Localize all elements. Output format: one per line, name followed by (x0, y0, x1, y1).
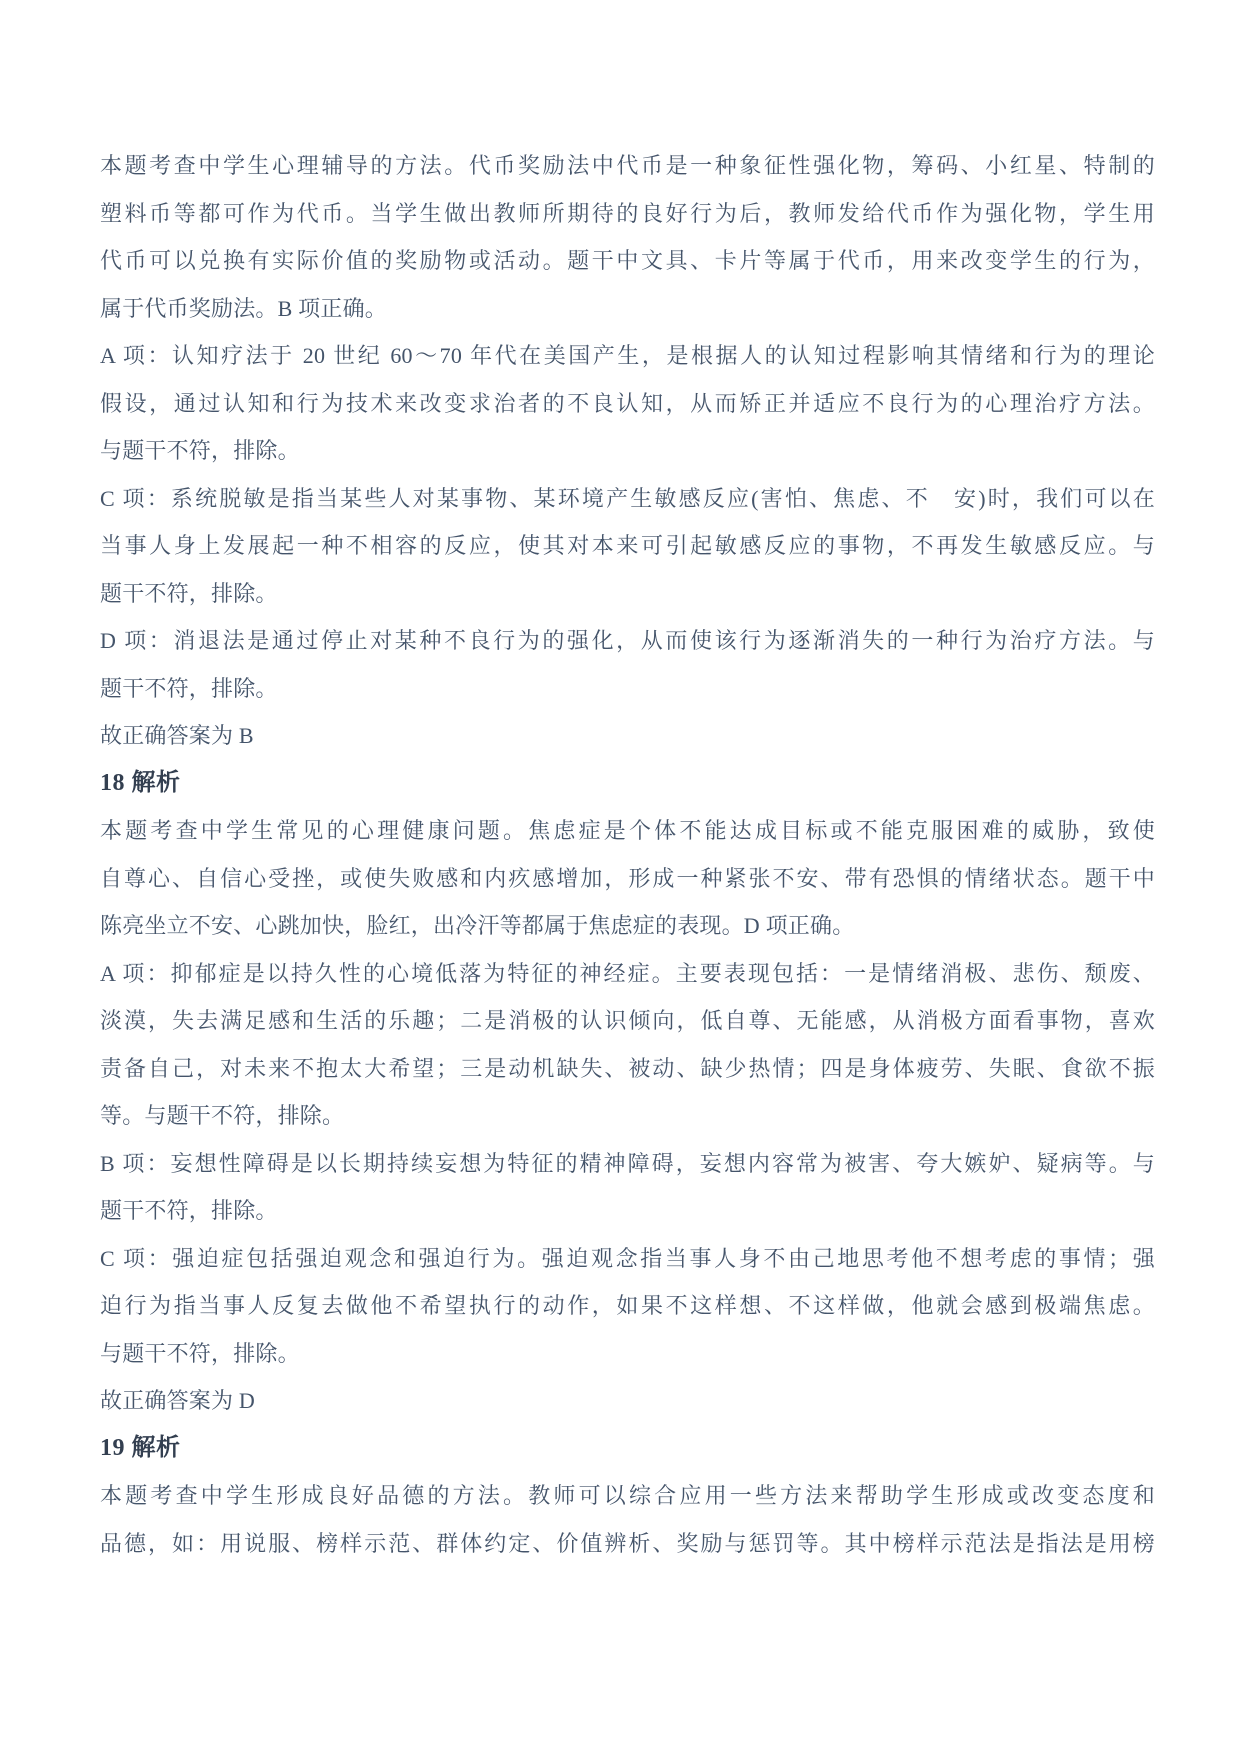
text-line: 与题干不符，排除。 (100, 438, 300, 463)
text-line: 责备自己，对未来不抱太大希望；三是动机缺失、被动、缺少热情；四是身体疲劳、失眠、食欲不振 (100, 1055, 1155, 1081)
text-line: 题干不符，排除。 (100, 1198, 278, 1223)
text-line: 本题考查中学生心理辅导的方法。代币奖励法中代币是一种象征性强化物，筹码、小红星、特制的 (100, 153, 1155, 178)
text-line: 品德，如：用说服、榜样示范、群体约定、价值辨析、奖励与惩罚等。其中榜样示范法是指法是用榜 (100, 1530, 1155, 1556)
text-line: C 项：强迫症包括强迫观念和强迫行为。强迫观念指当事人身不由己地思考他不想考虑的事情；强 (100, 1245, 1155, 1271)
text-line: 题干不符，排除。 (100, 580, 278, 606)
text-line: 代币可以兑换有实际价值的奖励物或活动。题干中文具、卡片等属于代币，用来改变学生的行为， (100, 248, 1155, 273)
text-line: 塑料币等都可作为代币。当学生做出教师所期待的良好行为后，教师发给代币作为强化物，学生用 (100, 200, 1155, 226)
text-line: 本题考查中学生形成良好品德的方法。教师可以综合应用一些方法来帮助学生形成或改变态度和 (100, 1483, 1155, 1508)
text-line: 迫行为指当事人反复去做他不希望执行的动作，如果不这样想、不这样做，他就会感到极端焦虑。 (100, 1293, 1155, 1318)
text-line: B 项：妄想性障碍是以长期持续妄想为特征的精神障碍，妄想内容常为被害、夸大嫉妒、疑病等。与 (100, 1150, 1155, 1176)
text-line: 陈亮坐立不安、心跳加快，脸红，出冷汗等都属于焦虑症的表现。D 项正确。 (100, 913, 855, 938)
section-heading: 19 解析 (100, 1434, 181, 1461)
text-line: 与题干不符，排除。 (100, 1340, 300, 1366)
text-line: 自尊心、自信心受挫，或使失败感和内疚感增加，形成一种紧张不安、带有恐惧的情绪状态。题干中 (100, 865, 1155, 891)
text-line: A 项：认知疗法于 20 世纪 60～70 年代在美国产生，是根据人的认知过程影响其情绪和行为的理论 (100, 343, 1155, 368)
answer-explanations (100, 142, 1155, 1567)
text-line: 题干不符，排除。 (100, 675, 278, 701)
text-line: D 项：消退法是通过停止对某种不良行为的强化，从而使该行为逐渐消失的一种行为治疗方法。与 (100, 628, 1155, 653)
text-line: 当事人身上发展起一种不相容的反应，使其对本来可引起敏感反应的事物，不再发生敏感反应。与 (100, 533, 1155, 558)
text-line: 本题考查中学生常见的心理健康问题。焦虑症是个体不能达成目标或不能克服困难的威胁，致使 (100, 818, 1155, 843)
text-line: 故正确答案为 D (100, 1388, 255, 1413)
text-line: 假设，通过认知和行为技术来改变求治者的不良认知，从而矫正并适应不良行为的心理治疗方法。 (100, 390, 1155, 416)
text-line: C 项：系统脱敏是指当某些人对某事物、某环境产生敏感反应(害怕、焦虑、不 安)时，我们可以在 (100, 485, 1155, 511)
text-line: A 项：抑郁症是以持久性的心境低落为特征的神经症。主要表现包括：一是情绪消极、悲伤、颓废、 (100, 960, 1155, 986)
text-line: 属于代币奖励法。B 项正确。 (100, 295, 387, 321)
text-line: 淡漠，失去满足感和生活的乐趣；二是消极的认识倾向，低自尊、无能感，从消极方面看事物，喜欢 (100, 1008, 1155, 1033)
text-line: 故正确答案为 B (100, 723, 254, 748)
section-heading: 18 解析 (100, 769, 181, 796)
text-line: 等。与题干不符，排除。 (100, 1103, 345, 1128)
